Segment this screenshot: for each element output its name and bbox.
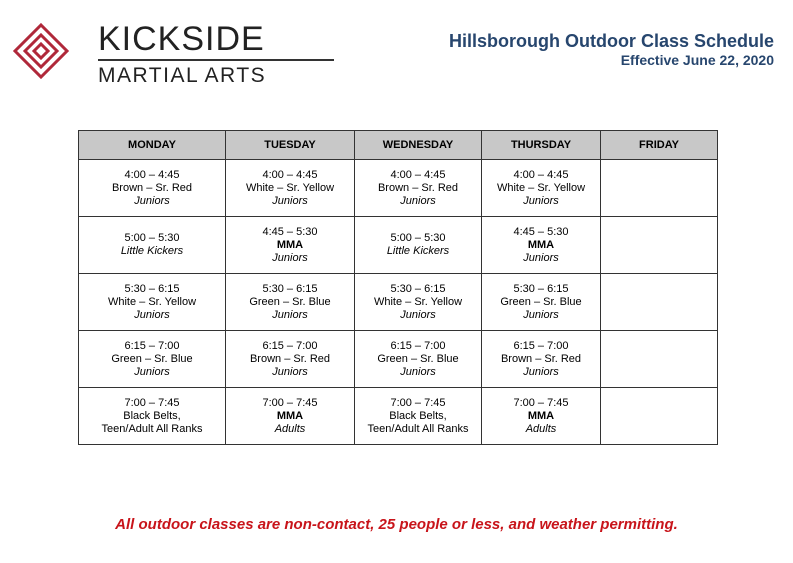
schedule-cell bbox=[601, 217, 718, 274]
class-group: Juniors bbox=[523, 194, 559, 207]
schedule-cell bbox=[482, 331, 601, 388]
schedule-cell bbox=[482, 388, 601, 445]
class-group: Juniors bbox=[272, 194, 308, 207]
brand-name: KICKSIDE bbox=[98, 20, 265, 58]
class-name: MMA bbox=[527, 409, 555, 422]
class-time: 5:30 – 6:15 bbox=[390, 282, 446, 295]
day-header-monday: MONDAY bbox=[79, 131, 226, 160]
schedule-body bbox=[79, 160, 718, 445]
schedule-cell bbox=[79, 274, 226, 331]
brand-tagline: MARTIAL ARTS bbox=[98, 64, 267, 87]
class-name: Brown – Sr. Red bbox=[500, 352, 582, 365]
class-group: Adults bbox=[525, 422, 557, 435]
class-schedule-table bbox=[78, 130, 718, 445]
class-name: Teen/Adult All Ranks bbox=[367, 422, 469, 435]
day-header-tuesday: TUESDAY bbox=[226, 131, 355, 160]
schedule-cell bbox=[601, 388, 718, 445]
class-group: Juniors bbox=[400, 308, 436, 321]
class-name: Black Belts, bbox=[123, 409, 181, 422]
class-group: Juniors bbox=[523, 365, 559, 378]
class-name: Green – Sr. Blue bbox=[500, 295, 582, 308]
class-name: Black Belts, bbox=[389, 409, 447, 422]
class-time: 6:15 – 7:00 bbox=[124, 339, 180, 352]
kickside-emblem-icon bbox=[12, 22, 70, 80]
class-time: 5:00 – 5:30 bbox=[390, 232, 446, 244]
class-name: MMA bbox=[276, 238, 304, 251]
class-time: 5:30 – 6:15 bbox=[124, 282, 180, 295]
class-name: Brown – Sr. Red bbox=[111, 181, 193, 194]
schedule-cell bbox=[79, 388, 226, 445]
class-time: 7:00 – 7:45 bbox=[513, 396, 569, 409]
class-group: Juniors bbox=[134, 308, 170, 321]
class-group: Little Kickers bbox=[386, 245, 450, 257]
class-group: Little Kickers bbox=[120, 245, 184, 257]
class-time: 7:00 – 7:45 bbox=[124, 396, 180, 409]
class-name: Brown – Sr. Red bbox=[249, 352, 331, 365]
class-name: White – Sr. Yellow bbox=[245, 181, 335, 194]
schedule-cell bbox=[482, 160, 601, 217]
class-time: 4:00 – 4:45 bbox=[513, 168, 569, 181]
class-name: Teen/Adult All Ranks bbox=[101, 422, 203, 435]
day-header-wednesday: WEDNESDAY bbox=[355, 131, 482, 160]
schedule-cell bbox=[226, 274, 355, 331]
class-name: Green – Sr. Blue bbox=[111, 352, 193, 365]
class-name: Green – Sr. Blue bbox=[377, 352, 459, 365]
schedule-header bbox=[449, 30, 774, 69]
class-group: Juniors bbox=[400, 194, 436, 207]
table-row bbox=[79, 274, 718, 331]
class-time: 4:00 – 4:45 bbox=[262, 168, 318, 181]
class-time: 4:45 – 5:30 bbox=[262, 225, 318, 238]
class-name: White – Sr. Yellow bbox=[496, 181, 586, 194]
schedule-cell bbox=[482, 217, 601, 274]
class-name: MMA bbox=[276, 409, 304, 422]
brand-divider bbox=[98, 59, 334, 61]
class-time: 4:45 – 5:30 bbox=[513, 225, 569, 238]
class-time: 4:00 – 4:45 bbox=[390, 168, 446, 181]
schedule-cell bbox=[482, 274, 601, 331]
schedule-cell bbox=[79, 217, 226, 274]
schedule-cell bbox=[601, 331, 718, 388]
schedule-cell bbox=[601, 274, 718, 331]
table-row bbox=[79, 160, 718, 217]
class-time: 5:30 – 6:15 bbox=[513, 282, 569, 295]
class-group: Juniors bbox=[134, 365, 170, 378]
table-row bbox=[79, 331, 718, 388]
class-name: MMA bbox=[527, 238, 555, 251]
class-time: 7:00 – 7:45 bbox=[390, 396, 446, 409]
class-time: 7:00 – 7:45 bbox=[262, 396, 318, 409]
class-time: 5:30 – 6:15 bbox=[262, 282, 318, 295]
class-group: Adults bbox=[274, 422, 306, 435]
schedule-cell bbox=[355, 388, 482, 445]
schedule-cell bbox=[355, 160, 482, 217]
class-group: Juniors bbox=[523, 308, 559, 321]
class-name: White – Sr. Yellow bbox=[107, 295, 197, 308]
class-group: Juniors bbox=[272, 308, 308, 321]
table-header-row bbox=[79, 131, 718, 160]
schedule-cell bbox=[355, 331, 482, 388]
schedule-cell bbox=[79, 160, 226, 217]
class-name: White – Sr. Yellow bbox=[373, 295, 463, 308]
notice-text: All outdoor classes are non-contact, 25 people or less, and weather permitting. bbox=[115, 516, 678, 533]
schedule-cell bbox=[226, 160, 355, 217]
effective-date: Effective June 22, 2020 bbox=[620, 52, 774, 68]
table-row bbox=[79, 388, 718, 445]
schedule-cell bbox=[601, 160, 718, 217]
class-name: Green – Sr. Blue bbox=[249, 295, 331, 308]
schedule-cell bbox=[226, 331, 355, 388]
class-time: 6:15 – 7:00 bbox=[262, 339, 318, 352]
class-group: Juniors bbox=[272, 251, 308, 264]
schedule-cell bbox=[226, 217, 355, 274]
class-group: Juniors bbox=[523, 251, 559, 264]
class-name: Brown – Sr. Red bbox=[377, 181, 459, 194]
kickside-logo bbox=[12, 20, 332, 87]
class-time: 6:15 – 7:00 bbox=[390, 339, 446, 352]
class-group: Juniors bbox=[400, 365, 436, 378]
class-time: 5:00 – 5:30 bbox=[124, 232, 180, 244]
schedule-cell bbox=[79, 331, 226, 388]
class-group: Juniors bbox=[134, 194, 170, 207]
class-time: 4:00 – 4:45 bbox=[124, 168, 180, 181]
day-header-thursday: THURSDAY bbox=[482, 131, 601, 160]
schedule-cell bbox=[355, 217, 482, 274]
table-row bbox=[79, 217, 718, 274]
day-header-friday: FRIDAY bbox=[601, 131, 718, 160]
page-title: Hillsborough Outdoor Class Schedule bbox=[448, 31, 774, 51]
class-group: Juniors bbox=[272, 365, 308, 378]
class-time: 6:15 – 7:00 bbox=[513, 339, 569, 352]
schedule-cell bbox=[355, 274, 482, 331]
schedule-cell bbox=[226, 388, 355, 445]
